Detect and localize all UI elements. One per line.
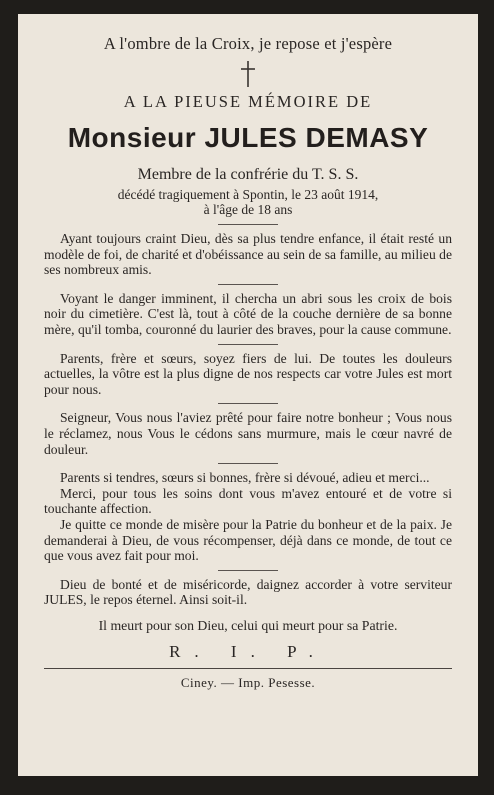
motto-line: A l'ombre de la Croix, je repose et j'espère bbox=[103, 34, 393, 53]
printer-imprint: Ciney. — Imp. Pesesse. bbox=[180, 674, 316, 690]
separator bbox=[218, 344, 278, 345]
memoire-heading: A LA PIEUSE MÉMOIRE DE bbox=[123, 92, 373, 111]
age-line: à l'âge de 18 ans bbox=[203, 202, 293, 217]
paragraph: Voyant le danger imminent, il chercha un abri sous les croix de bois noir du cimetière. C'est là, tout à côté de la couche dernière de sa bonne mère, qu'il tomba, couronné du laurier des braves, pour la cause commune. bbox=[44, 290, 452, 337]
closing-line: Il meurt pour son Dieu, celui qui meurt pour sa Patrie. bbox=[98, 617, 398, 633]
separator bbox=[218, 463, 278, 464]
deceased-name: Monsieur JULES DEMASY bbox=[67, 122, 429, 153]
paragraph: Ayant toujours craint Dieu, dès sa plus tendre enfance, il était resté un modèle de foi, de charité et d'obéissance au sein de sa famille, au milieu de ses nombreux amis. bbox=[44, 231, 452, 278]
separator bbox=[218, 284, 278, 285]
footer-rule bbox=[44, 668, 452, 669]
paragraph: Parents si tendres, sœurs si bonnes, frère si dévoué, adieu et merci... bbox=[60, 470, 430, 486]
bottom-border bbox=[18, 776, 478, 795]
membership-line: Membre de la confrérie du T. S. S. bbox=[137, 166, 359, 183]
separator bbox=[218, 570, 278, 571]
paragraph: Parents, frère et sœurs, soyez fiers de lui. De toutes les douleurs actuelles, la vôtre est la plus digne de nos respects car votre Jules est mort pour nous. bbox=[44, 350, 452, 397]
paragraph: Je quitte ce monde de misère pour la Patrie du bonheur et de la paix. Je demanderai à Dieu, de vous récompenser, déjà dans ce monde, de tout ce que vous avez fait pour moi. bbox=[44, 516, 452, 564]
separator bbox=[218, 403, 278, 404]
separator bbox=[218, 224, 278, 225]
paragraph: Merci, pour tous les soins dont vous m'avez entouré et de votre si touchante affection. bbox=[44, 485, 452, 517]
memorial-card bbox=[18, 14, 478, 776]
cross-icon bbox=[238, 60, 258, 88]
rip-line: R. I. P. bbox=[169, 641, 327, 661]
paragraph: Seigneur, Vous nous l'aviez prêté pour faire notre bonheur ; Vous nous le réclamez, nous Vous le cédons sans murmure, mais le cœur navré de douleur. bbox=[44, 410, 452, 457]
death-line: décédé tragiquement à Spontin, le 23 août 1914, bbox=[117, 187, 379, 202]
paragraph: Dieu de bonté et de miséricorde, daignez accorder à votre serviteur JULES, le repos éternel. Ainsi soit-il. bbox=[44, 576, 452, 608]
